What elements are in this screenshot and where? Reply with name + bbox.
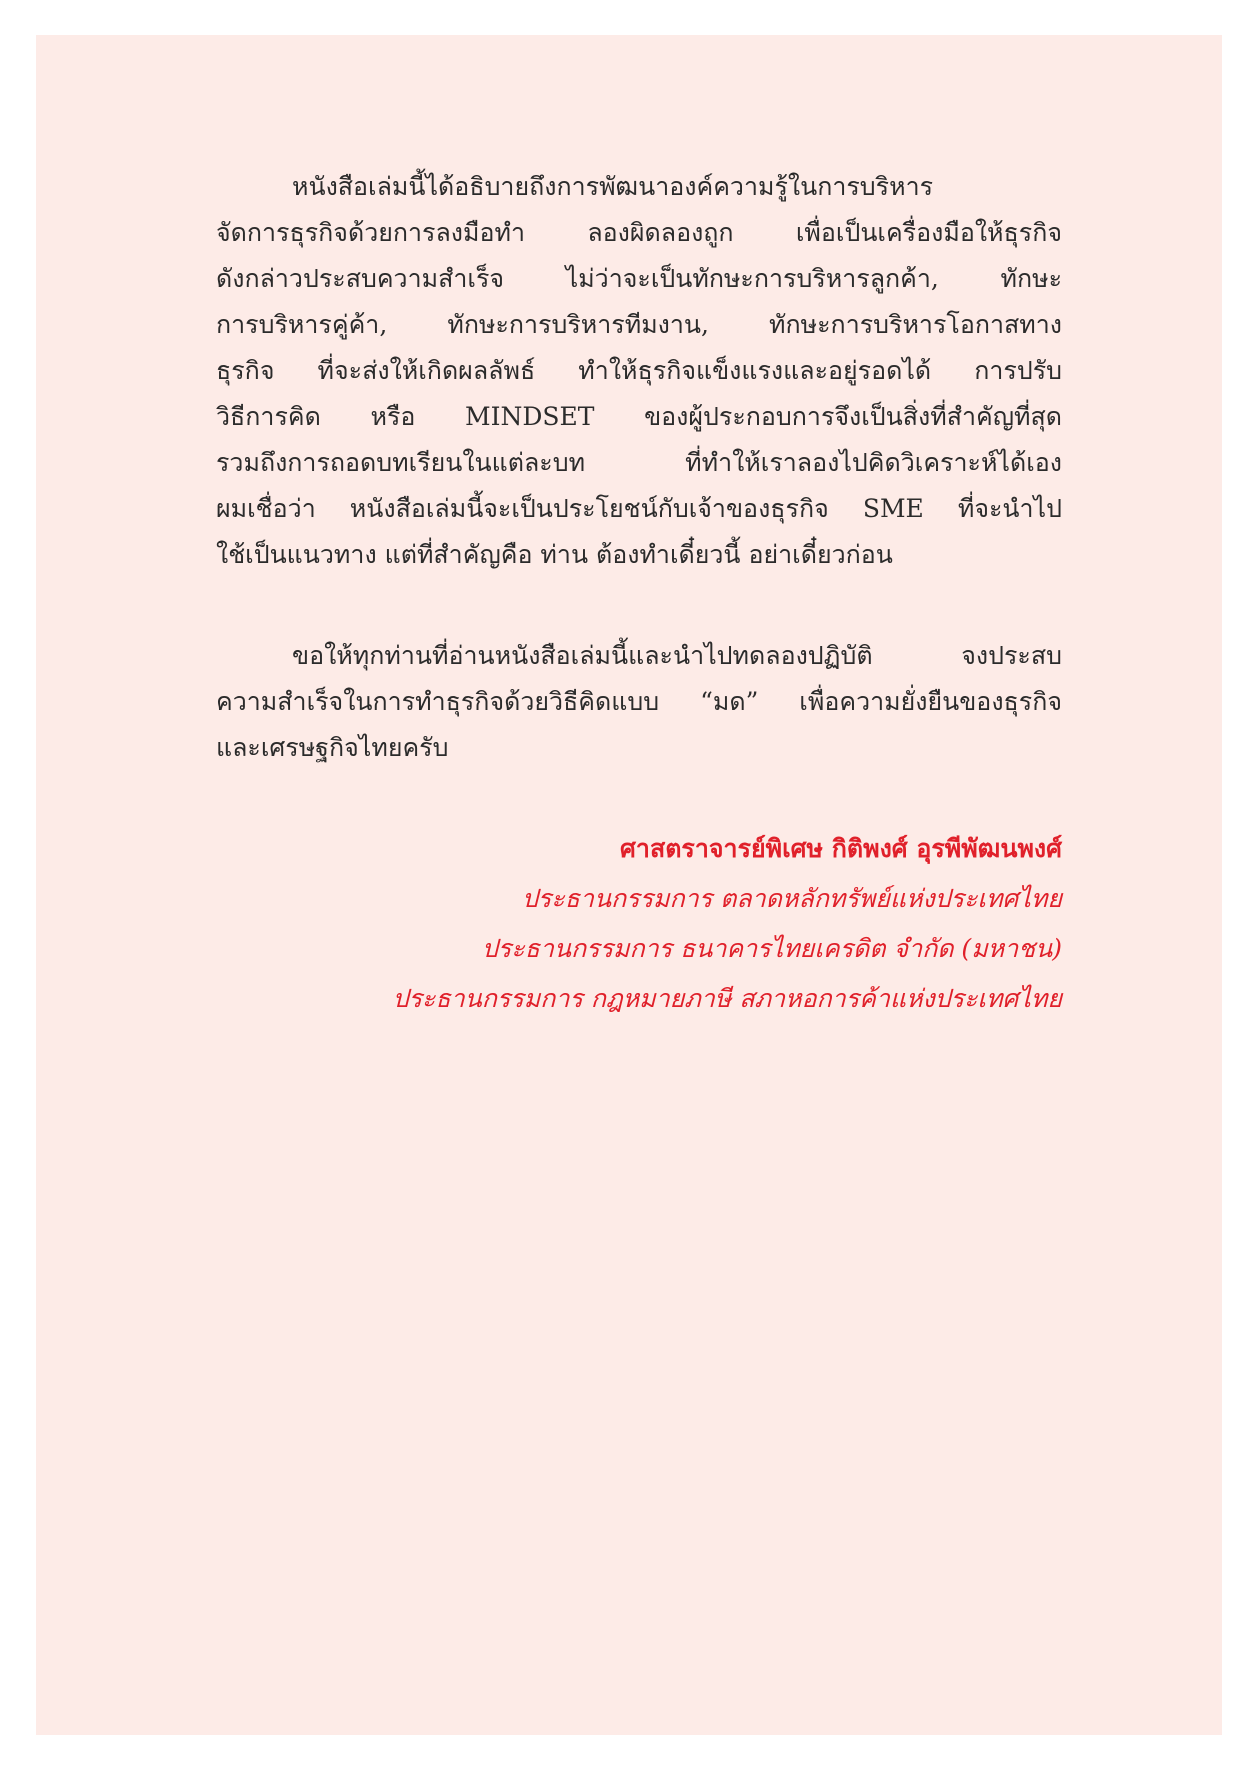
- paragraph-1-line-8: ผมเชื่อว่า หนังสือเล่มนี้จะเป็นประโยชน์กับเจ้าของธุรกิจ SME ที่จะนำไป: [216, 494, 1062, 523]
- paragraph-2-line-3: และเศรษฐกิจไทยครับ: [216, 733, 449, 762]
- paragraph-1-line-9: ใช้เป็นแนวทาง แต่ที่สำคัญคือ ท่าน ต้องทำเดี๋ยวนี้ อย่าเดี๋ยวก่อน: [216, 540, 893, 569]
- paragraph-1-line-1: หนังสือเล่มนี้ได้อธิบายถึงการพัฒนาองค์ความรู้ในการบริหาร: [292, 172, 934, 201]
- paragraph-1-line-2: จัดการธุรกิจด้วยการลงมือทำ ลองผิดลองถูก เพื่อเป็นเครื่องมือให้ธุรกิจ: [216, 218, 1062, 247]
- paragraph-1-line-6: วิธีการคิด หรือ MINDSET ของผู้ประกอบการจึงเป็นสิ่งที่สำคัญที่สุด: [216, 402, 1062, 431]
- paragraph-2-line-1: ขอให้ทุกท่านที่อ่านหนังสือเล่มนี้และนำไปทดลองปฏิบัติ จงประสบ: [292, 641, 1062, 670]
- signature-name: ศาสตราจารย์พิเศษ กิติพงศ์ อุรพีพัฒนพงศ์: [620, 834, 1062, 863]
- paragraph-1-line-5: ธุรกิจ ที่จะส่งให้เกิดผลลัพธ์ ทำให้ธุรกิจแข็งแรงและอยู่รอดได้ การปรับ: [216, 356, 1062, 385]
- paragraph-2-line-2: ความสำเร็จในการทำธุรกิจด้วยวิธีคิดแบบ “มด” เพื่อความยั่งยืนของธุรกิจ: [216, 687, 1062, 716]
- paragraph-1-line-7: รวมถึงการถอดบทเรียนในแต่ละบท ที่ทำให้เราลองไปคิดวิเคราะห์ได้เอง: [216, 448, 1062, 477]
- paragraph-1-line-3: ดังกล่าวประสบความสำเร็จ ไม่ว่าจะเป็นทักษะการบริหารลูกค้า, ทักษะ: [216, 264, 1062, 293]
- document-page: [36, 35, 1222, 1735]
- signature-title-1: ประธานกรรมการ ตลาดหลักทรัพย์แห่งประเทศไทย: [521, 884, 1062, 913]
- signature-title-3: ประธานกรรมการ กฎหมายภาษี สภาหอการค้าแห่งประเทศไทย: [392, 984, 1062, 1013]
- paragraph-1-line-4: การบริหารคู่ค้า, ทักษะการบริหารทีมงาน, ทักษะการบริหารโอกาสทาง: [216, 310, 1062, 339]
- signature-title-2: ประธานกรรมการ ธนาคารไทยเครดิต จำกัด (มหาชน): [481, 934, 1062, 963]
